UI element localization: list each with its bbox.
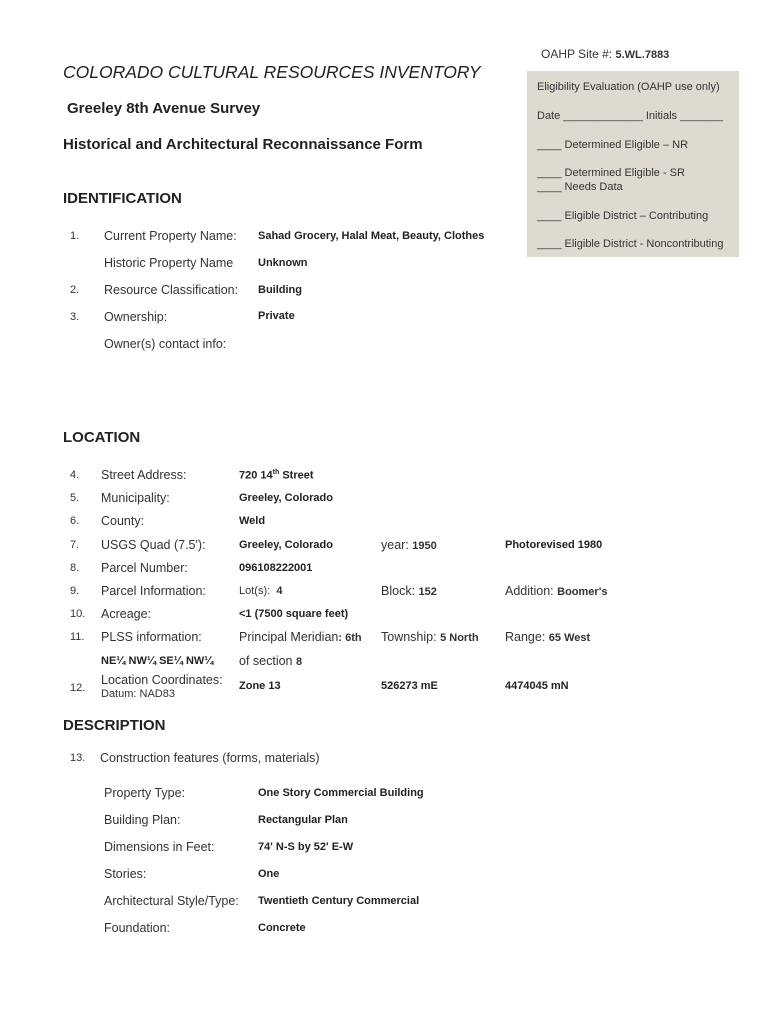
oahp-site-value: 5.WL.7883 <box>615 49 670 61</box>
acreage-value: <1 (7500 square feet) <box>239 608 349 620</box>
stories-label: Stories: <box>104 867 147 881</box>
item-number: 12. <box>70 682 86 694</box>
section-label: of section <box>239 654 293 668</box>
meridian-label: Principal Meridian <box>239 630 339 644</box>
construction-features-label: Construction features (forms, materials) <box>100 751 320 765</box>
eligibility-item-sr: ____ Determined Eligible - SR <box>537 167 685 179</box>
parcel-addition <box>505 584 607 598</box>
item-number: 6. <box>70 515 80 527</box>
eligibility-item-noncontributing: ____ Eligible District - Noncontributing <box>537 238 724 250</box>
meridian-value: : 6th <box>338 632 362 644</box>
street-number: 720 14 <box>239 469 273 482</box>
oahp-site-number <box>541 47 669 61</box>
item-number: 10. <box>70 608 86 620</box>
item-number: 11. <box>70 631 85 643</box>
block-value: 152 <box>418 586 437 598</box>
location-heading: LOCATION <box>63 429 141 446</box>
eligibility-title: Eligibility Evaluation (OAHP use only) <box>537 81 720 93</box>
eligibility-date-line: Date _____________ Initials _______ <box>537 110 723 122</box>
identification-heading: IDENTIFICATION <box>63 190 182 207</box>
parcel-block <box>381 584 437 598</box>
building-plan-value: Rectangular Plan <box>258 814 348 826</box>
plss-meridian <box>239 630 362 644</box>
foundation-label: Foundation: <box>104 921 171 935</box>
item-number: 5. <box>70 492 80 504</box>
acreage-label: Acreage: <box>101 607 152 621</box>
parcel-number-value: 096108222001 <box>239 562 313 574</box>
municipality-label: Municipality: <box>101 491 170 505</box>
range-label: Range: <box>505 630 546 644</box>
eligibility-box <box>527 71 739 257</box>
usgs-photorevised: Photorevised 1980 <box>505 539 603 551</box>
township-value: 5 North <box>440 632 479 644</box>
stories-value: One <box>258 868 280 880</box>
historic-property-name-value: Unknown <box>258 257 308 269</box>
resource-classification-label: Resource Classification: <box>104 283 239 297</box>
property-type-value: One Story Commercial Building <box>258 787 424 799</box>
street-suffix: Street <box>279 469 314 482</box>
survey-name: Greeley 8th Avenue Survey <box>67 100 261 117</box>
resource-classification-value: Building <box>258 284 302 296</box>
item-number: 4. <box>70 469 80 481</box>
lot-value: 4 <box>276 585 283 597</box>
item-number: 9. <box>70 585 80 597</box>
item-number: 13. <box>70 752 86 764</box>
parcel-information-label: Parcel Information: <box>101 584 206 598</box>
utm-northing: 4474045 mN <box>505 680 569 692</box>
current-property-name-label: Current Property Name: <box>104 229 237 243</box>
item-number: 2. <box>70 284 80 296</box>
usgs-quad-label: USGS Quad (7.5'): <box>101 538 206 552</box>
plss-township <box>381 630 479 644</box>
form-name: Historical and Architectural Reconnaissance Form <box>63 136 423 153</box>
usgs-year-value: 1950 <box>412 540 437 552</box>
building-plan-label: Building Plan: <box>104 813 181 827</box>
ownership-value: Private <box>258 310 295 322</box>
eligibility-item-contributing: ____ Eligible District – Contributing <box>537 210 709 222</box>
eligibility-item-needs-data: ____ Needs Data <box>537 181 623 193</box>
ownership-label: Ownership: <box>104 310 168 324</box>
parcel-lot <box>239 585 282 597</box>
street-address-value <box>239 469 314 482</box>
description-heading: DESCRIPTION <box>63 717 166 734</box>
plss-quarters: NE¼ NW¼ SE¼ NW¼ <box>101 655 214 667</box>
usgs-year-label: year: <box>381 538 409 552</box>
range-value: 65 West <box>548 632 591 644</box>
architectural-style-label: Architectural Style/Type: <box>104 894 239 908</box>
parcel-number-label: Parcel Number: <box>101 561 188 575</box>
lot-label: Lot(s): <box>239 585 271 597</box>
historic-property-name-label: Historic Property Name <box>104 256 234 270</box>
plss-range <box>505 630 590 644</box>
street-ordinal: th <box>272 469 280 476</box>
usgs-quad-value: Greeley, Colorado <box>239 539 333 551</box>
addition-label: Addition: <box>505 584 554 598</box>
owner-contact-label: Owner(s) contact info: <box>104 337 227 351</box>
datum-label: Datum: NAD83 <box>101 688 175 700</box>
property-type-label: Property Type: <box>104 786 186 800</box>
section-value: 8 <box>296 656 303 668</box>
item-number: 1. <box>70 230 80 242</box>
eligibility-item-nr: ____ Determined Eligible – NR <box>537 139 689 151</box>
form-title: COLORADO CULTURAL RESOURCES INVENTORY <box>63 62 481 82</box>
plss-label: PLSS information: <box>101 630 202 644</box>
item-number: 8. <box>70 562 80 574</box>
item-number: 3. <box>70 311 80 323</box>
oahp-site-label: OAHP Site #: <box>541 47 613 61</box>
addition-value: Boomer's <box>557 586 608 598</box>
architectural-style-value: Twentieth Century Commercial <box>258 895 420 907</box>
dimensions-label: Dimensions in Feet: <box>104 840 215 854</box>
county-label: County: <box>101 514 145 528</box>
township-label: Township: <box>381 630 437 644</box>
foundation-value: Concrete <box>258 922 306 934</box>
dimensions-value: 74' N-S by 52' E-W <box>258 841 354 853</box>
municipality-value: Greeley, Colorado <box>239 492 333 504</box>
location-coordinates-label: Location Coordinates: <box>101 673 223 687</box>
utm-zone: Zone 13 <box>239 680 281 692</box>
plss-section <box>239 654 302 668</box>
usgs-year <box>381 538 437 552</box>
current-property-name-value: Sahad Grocery, Halal Meat, Beauty, Clothes <box>258 230 485 242</box>
block-label: Block: <box>381 584 416 598</box>
item-number: 7. <box>70 539 80 551</box>
street-address-label: Street Address: <box>101 468 187 482</box>
county-value: Weld <box>239 515 266 527</box>
utm-easting: 526273 mE <box>381 680 438 692</box>
